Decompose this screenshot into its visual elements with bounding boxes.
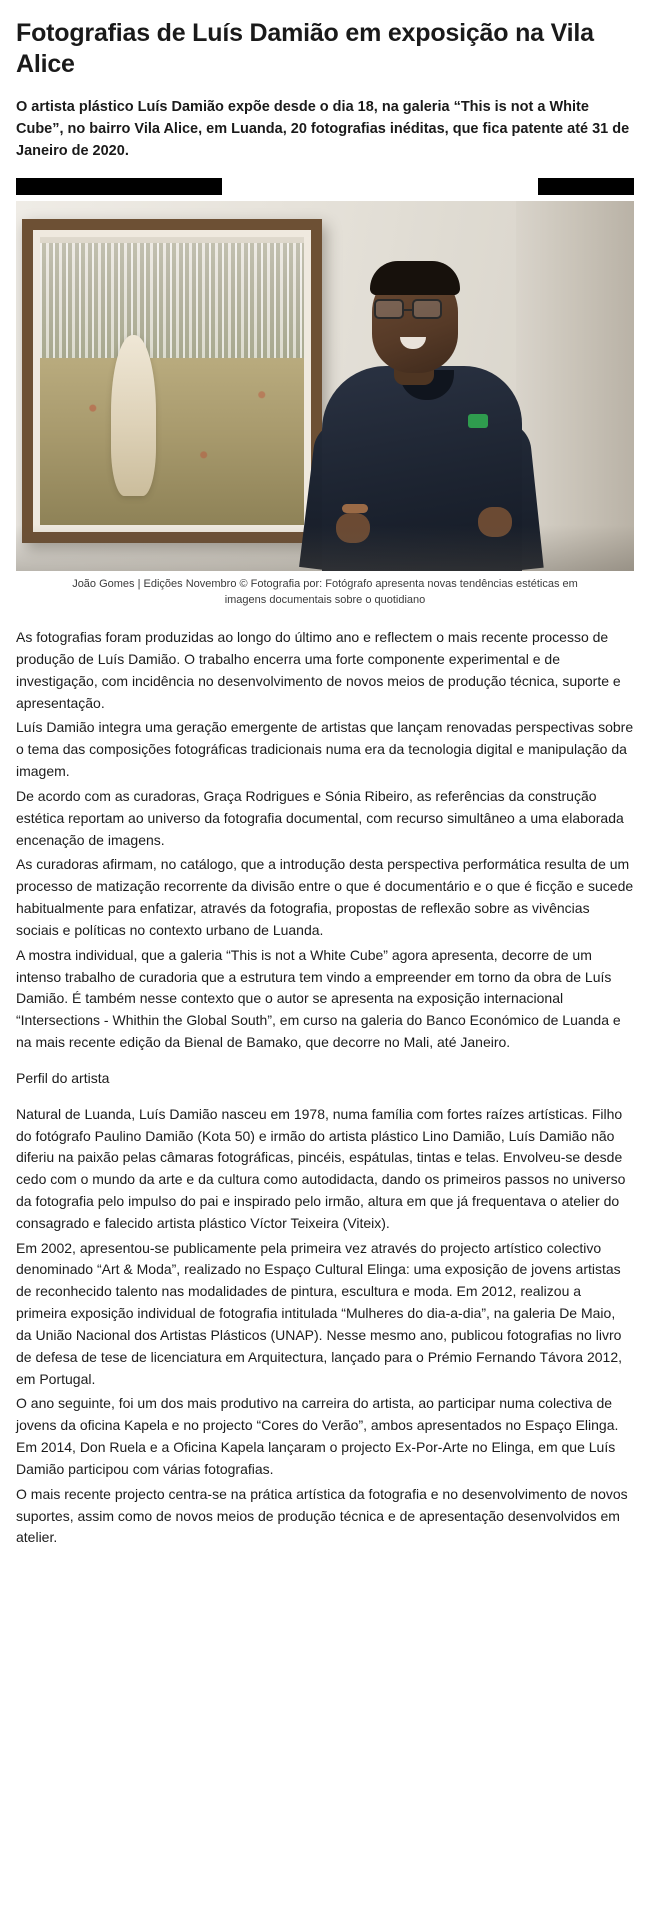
- section-subheading: Perfil do artista: [16, 1069, 110, 1086]
- redaction-bars: [16, 178, 634, 195]
- glasses-lens-left-icon: [374, 299, 404, 319]
- glasses-lens-right-icon: [412, 299, 442, 319]
- redaction-bar-left: [16, 178, 222, 195]
- paragraph: A mostra individual, que a galeria “This is not a White Cube” agora apresenta, decorre de um intenso trabalho de curadoria que a estrutura tem vindo a empreender em torno da obra de Luís Damião. É também nesse contexto que o autor se apresenta na exposição internacional “Intersections - Whithin the Global South”, em curso na galeria do Banco Económico de Luanda e na mais recente edição da Bienal de Bamako, que decorre no Mali, até Janeiro.: [16, 946, 621, 1051]
- paragraph: As fotografias foram produzidas ao longo do último ano e reflectem o mais recente processo de produção de Luís Damião. O trabalho encerra uma forte componente experimental e de investigação, com incidência no desenvolvimento de novos meios de produção técnica, suporte e apresentação.: [16, 629, 621, 711]
- shirt-logo-icon: [468, 414, 488, 428]
- article-photo: [16, 201, 634, 571]
- framed-artwork: [22, 219, 322, 543]
- paragraph: As curadoras afirmam, no catálogo, que a introdução desta perspectiva performática resulta de um processo de matização recorrente da divisão entre o que é documentário e o que é ficção e sucede habitualmente para enfatizar, através da fotografia, propostas de reflexão sobre as vivências sociais e políticas no contexto urbano de Luanda.: [16, 856, 634, 938]
- bracelet: [342, 504, 368, 513]
- page-title: Fotografias de Luís Damião em exposição na Vila Alice: [16, 19, 594, 78]
- figure-caption: João Gomes | Edições Novembro © Fotografia por: Fotógrafo apresenta novas tendências estéticas em imagens documentais sobre o quotidiano: [72, 578, 578, 607]
- article-figure: [16, 201, 634, 609]
- artist-portrait: [308, 231, 538, 571]
- article-standfirst: O artista plástico Luís Damião expõe desde o dia 18, na galeria “This is not a White Cube”, no bairro Vila Alice, em Luanda, 20 fotografias inéditas, que fica patente até 31 de Janeiro de 2020.: [16, 99, 630, 159]
- paragraph: Em 2002, apresentou-se publicamente pela primeira vez através do projecto artístico colectivo denominado “Art & Moda”, realizado no Espaço Cultural Elinga: uma exposição de jovens artistas de reconhecido talento nas modalidades de pintura, escultura e moda. Em 2012, realizou a primeira exposição individual de fotografia intitulada “Mulheres do dia-a-dia”, na galeria De Maio, da União Nacional dos Artistas Plásticos (UNAP). Nesse mesmo ano, publicou fotografias no livro de defesa de tese de licenciatura em Arquitectura, lançado para o Prémio Fernando Távora 2012, em Portugal.: [16, 1239, 623, 1387]
- artwork-ground: [40, 358, 304, 525]
- artwork-trees: [40, 243, 304, 364]
- artwork-image: [40, 237, 304, 525]
- paragraph: O ano seguinte, foi um dos mais produtivo na carreira do artista, ao participar numa colectiva de jovens da oficina Kapela e no projecto “Cores do Verão”, ambos apresentados no Espaço Elinga. Em 2014, Don Ruela e a Oficina Kapela lançaram o projecto Ex-Por-Arte no Elinga, em que Luís Damião participou com várias fotografias.: [16, 1395, 619, 1477]
- paragraph: O mais recente projecto centra-se na prática artística da fotografia e no desenvolvimento de novos suportes, assim como de novos meios de produção técnica e de apresentação desenvolvidos em atelier.: [16, 1485, 628, 1546]
- hair: [370, 261, 460, 295]
- artwork-mat: [33, 230, 311, 532]
- article-body: [16, 627, 634, 1549]
- paragraph: De acordo com as curadoras, Graça Rodrigues e Sónia Ribeiro, as referências da construção estética reportam ao universo da fotografia documental, com recurso simultâneo a uma elaborada encenação de imagens.: [16, 787, 624, 848]
- floor-shadow: [16, 525, 634, 571]
- artwork-figure: [111, 335, 156, 496]
- paragraph: Luís Damião integra uma geração emergente de artistas que lançam renovadas perspectivas sobre o tema das composições fotográficas tradicionais numa era da tecnologia digital e manipulação da imagem.: [16, 719, 634, 780]
- redaction-bar-right: [538, 178, 634, 195]
- paragraph: Natural de Luanda, Luís Damião nasceu em 1978, numa família com fortes raízes artísticas. Filho do fotógrafo Paulino Damião (Kota 50) e irmão do artista plástico Lino Damião, Luís Damião não diferiu na paixão pelas câmaras fotográficas, pincéis, espátulas, tintas e telas. Envolveu-se desde cedo com o mundo da arte e da cultura como autodidacta, dando os primeiros passos no universo da fotografia pelo impulso do pai e inspirado pelo irmão, altura em que já frequentava o atelier do consagrado e falecido artista plástico Víctor Teixeira (Viteix).: [16, 1105, 626, 1231]
- glasses-bridge-icon: [404, 309, 414, 312]
